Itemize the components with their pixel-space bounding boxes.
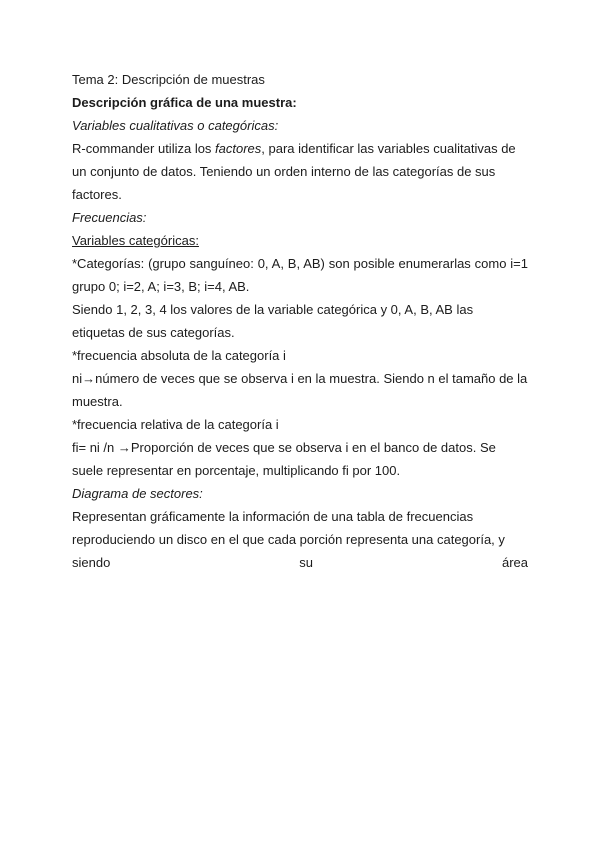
paragraph-frecuencia-relativa: fi= ni /n →Proporción de veces que se observa i en el banco de datos. Se suele representar en porcentaje, multiplicando fi por 100. [72,440,496,478]
paragraph-rcommander [72,137,528,206]
heading-frecuencias: Frecuencias: [72,210,147,225]
heading-frecuencia-relativa: *frecuencia relativa de la categoría i [72,417,279,432]
doc-title: Tema 2: Descripción de muestras [72,72,265,87]
paragraph-categorias-line1: *Categorías: (grupo sanguíneo: 0, A, B, AB) son posible enumerarlas como i=1 [72,256,528,271]
heading-frecuencia-absoluta: *frecuencia absoluta de la categoría i [72,348,286,363]
paragraph-frecuencia-absoluta: ni→número de veces que se observa i en la muestra. Siendo n el tamaño de la muestra. [72,371,528,409]
heading-variables-categoricas [72,229,528,252]
text-run-rcommander-1: R-commander utiliza los [72,141,216,156]
paragraph-diagrama-sectores: Representan gráficamente la información de una tabla de frecuencias reproduciendo un disco en el que cada porción representa una categoría, y siendo su área [72,509,528,570]
main-heading: Descripción gráfica de una muestra: [72,95,297,110]
text-run-rcommander-italic: factores [215,141,262,156]
heading-variables-cualitativas: Variables cualitativas o categóricas: [72,118,279,133]
text-run-rcommander-2: , para identificar las variables cualitativas de un conjunto de datos. Teniendo un orden interno de las categorías de sus factores. [72,141,516,202]
paragraph-categorias-siendo: Siendo 1, 2, 3, 4 los valores de la variable categórica y 0, A, B, AB las etiquetas de sus categorías. [72,302,474,340]
paragraph-categorias-line2: grupo 0; i=2, A; i=3, B; i=4, AB. [72,279,250,294]
heading-diagrama-sectores: Diagrama de sectores: [72,486,203,501]
text-run-variables-categoricas: Variables categóricas: [72,233,199,248]
